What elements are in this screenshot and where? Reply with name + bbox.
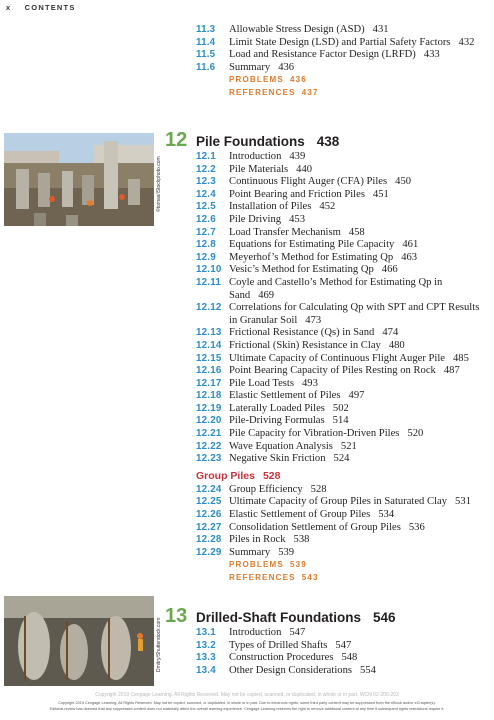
- section-page: 452: [319, 201, 336, 213]
- section-title: Group Efficiency: [229, 483, 303, 495]
- section-number: 11.3: [196, 24, 216, 35]
- section-title: Ultimate Capacity of Continuous Flight Auger Pile: [229, 352, 445, 364]
- section-number: 12.29: [196, 546, 222, 558]
- section-title: Introduction: [229, 627, 282, 638]
- section-title: Meyerhof’s Method for Estimating Qp: [229, 251, 394, 263]
- toc-entry[interactable]: [196, 547, 486, 560]
- section-page: 436: [278, 61, 295, 73]
- problems-page: 539: [289, 560, 307, 570]
- section-page: 453: [289, 213, 305, 225]
- chapter-page: 438: [316, 134, 340, 149]
- problems-page: 436: [289, 75, 307, 85]
- section-page: 534: [378, 509, 395, 521]
- section-number: 12.15: [196, 352, 222, 364]
- page-number: x: [6, 3, 12, 12]
- toc-entry[interactable]: [196, 62, 486, 75]
- chapter-number: 12: [165, 129, 188, 151]
- group-piles-heading[interactable]: [196, 468, 486, 484]
- chapter-number: 13: [165, 605, 188, 627]
- toc-entry[interactable]: [196, 227, 486, 240]
- references-link[interactable]: [229, 572, 486, 585]
- section-page: 528: [310, 483, 327, 495]
- toc-entry[interactable]: [196, 201, 486, 214]
- problems-link[interactable]: [229, 559, 486, 572]
- toc-entry[interactable]: [196, 496, 486, 509]
- photo-credit: ©tomas/iStockphoto.com: [156, 156, 162, 212]
- drilled-shaft-image: [4, 596, 154, 686]
- section-page: 432: [458, 36, 475, 48]
- section-number: 12.14: [196, 339, 222, 351]
- toc-entry[interactable]: [196, 428, 486, 441]
- chapter-heading[interactable]: [165, 605, 396, 628]
- section-page: 461: [402, 239, 419, 251]
- section-title: Pile Driving: [229, 213, 282, 225]
- group-piles-title: Group Piles: [196, 469, 255, 482]
- chapter-11-tail: [196, 24, 486, 99]
- section-title: Other Design Considerations: [229, 664, 352, 676]
- toc-entry[interactable]: [196, 378, 486, 391]
- problems-link[interactable]: [229, 74, 486, 87]
- section-page: 487: [443, 365, 460, 377]
- section-title: Load and Resistance Factor Design (LRFD): [229, 49, 416, 61]
- section-number: 12.10: [196, 264, 222, 276]
- group-piles-page: 528: [262, 469, 281, 482]
- section-title: Types of Drilled Shafts: [229, 639, 328, 651]
- section-page: 521: [340, 440, 357, 452]
- toc-entry[interactable]: [196, 340, 486, 353]
- section-page: 548: [341, 652, 358, 664]
- running-head-label: CONTENTS: [24, 3, 76, 12]
- section-title: Coyle and Castello’s Method for Estimating Qp in Sand: [229, 276, 443, 301]
- section-page: 463: [401, 251, 418, 263]
- toc-entry[interactable]: [196, 214, 486, 227]
- toc-entry[interactable]: [196, 37, 486, 50]
- section-title: Limit State Design (LSD) and Partial Safety Factors: [229, 36, 451, 48]
- section-title: Laterally Loaded Piles: [229, 402, 325, 414]
- toc-entry[interactable]: [196, 403, 486, 416]
- section-page: 539: [278, 546, 295, 558]
- references-page: 437: [301, 87, 319, 97]
- toc-entry[interactable]: [196, 484, 486, 497]
- section-title: Negative Skin Friction: [229, 453, 326, 465]
- toc-entry[interactable]: [196, 24, 486, 37]
- chapter-13-entries: [196, 627, 486, 677]
- section-title: Construction Procedures: [229, 652, 334, 664]
- section-title: Correlations for Calculating Qp with SPT and CPT Results in Granular Soil: [229, 302, 480, 326]
- construction-site-image: [4, 133, 154, 226]
- toc-entry[interactable]: [196, 353, 486, 366]
- section-page: 485: [452, 352, 469, 364]
- section-page: 473: [305, 314, 322, 326]
- toc-entry[interactable]: [196, 189, 486, 202]
- section-page: 531: [455, 496, 471, 508]
- section-page: 480: [388, 339, 405, 351]
- section-page: 450: [395, 176, 412, 188]
- section-number: 12.23: [196, 453, 222, 465]
- section-number: 12.25: [196, 496, 222, 508]
- section-page: 474: [382, 327, 399, 339]
- section-title: Point Bearing and Friction Piles: [229, 188, 365, 200]
- section-title: Pile Materials: [229, 163, 289, 175]
- section-title: Point Bearing Capacity of Piles Resting on Rock: [229, 365, 436, 377]
- section-page: 520: [407, 428, 424, 440]
- chapter-title: Pile Foundations: [196, 134, 305, 149]
- chapter-page: 546: [373, 610, 396, 625]
- section-number: 12.27: [196, 521, 222, 533]
- toc-entry[interactable]: [196, 49, 486, 62]
- section-title: Summary: [229, 61, 271, 73]
- section-title: Consolidation Settlement of Group Piles: [229, 521, 401, 533]
- references-label: REFERENCES: [229, 87, 296, 97]
- section-number: 12.24: [196, 483, 222, 495]
- section-number: 12.22: [196, 440, 222, 452]
- chapter-title: Drilled-Shaft Foundations: [196, 610, 361, 625]
- section-number: 12.28: [196, 534, 222, 546]
- copyright-notice: Copyright 2019 Cengage Learning. All Rights Reserved. May not be copied, scanned, or duplicated, in whole or in part. WCN 02-200-203: [95, 692, 399, 698]
- pile-foundations-photo: [4, 133, 154, 226]
- section-title: Equations for Estimating Pile Capacity: [229, 239, 395, 251]
- photo-credit: Dmitry/Shutterstock.com: [156, 617, 162, 672]
- section-number: 12.21: [196, 428, 222, 440]
- section-number: 12.6: [196, 213, 216, 225]
- toc-entry[interactable]: [196, 665, 486, 678]
- section-page: 458: [348, 226, 365, 238]
- section-title: Summary: [229, 546, 271, 558]
- section-title: Load Transfer Mechanism: [229, 226, 341, 238]
- references-label: REFERENCES: [229, 572, 296, 582]
- section-page: 502: [332, 402, 349, 414]
- section-number: 11.5: [196, 49, 216, 61]
- section-title: Pile-Driving Formulas: [229, 415, 325, 427]
- copyright-fineprint: Copyright 2019 Cengage Learning. All Rights Reserved. May not be copied, scanned, or duplicated, in whole or in part. Due to electronic rights, some third party content may be suppressed from the eBook and/or eChapter(s).: [58, 701, 436, 705]
- section-page: 493: [301, 377, 318, 389]
- section-page: 547: [335, 639, 352, 651]
- toc-entry[interactable]: [196, 164, 486, 177]
- section-number: 12.5: [196, 201, 216, 213]
- section-number: 12.20: [196, 415, 222, 427]
- section-page: 440: [296, 163, 313, 175]
- toc-entry[interactable]: [196, 652, 486, 665]
- section-title: Ultimate Capacity of Group Piles in Saturated Clay: [229, 496, 448, 508]
- toc-entry[interactable]: [196, 390, 486, 403]
- section-number: 11.6: [196, 61, 216, 73]
- section-title: Elastic Settlement of Piles: [229, 390, 341, 402]
- section-title: Pile Capacity for Vibration-Driven Piles: [229, 428, 400, 440]
- section-title: Frictional Resistance (Qs) in Sand: [229, 327, 375, 339]
- section-page: 466: [381, 264, 398, 276]
- section-number: 12.26: [196, 509, 222, 521]
- section-page: 439: [289, 151, 306, 162]
- chapter-heading[interactable]: [165, 129, 339, 152]
- section-page: 536: [408, 521, 425, 533]
- toc-entry[interactable]: [196, 522, 486, 535]
- section-page: 514: [332, 415, 349, 427]
- section-number: 12.12: [196, 302, 222, 314]
- section-number: 12.4: [196, 188, 216, 200]
- section-number: 12.8: [196, 239, 216, 251]
- running-head: [6, 3, 76, 12]
- toc-entry[interactable]: [196, 627, 486, 640]
- problems-label: PROBLEMS: [229, 75, 284, 85]
- section-title: Frictional (Skin) Resistance in Clay: [229, 339, 381, 351]
- chapter-12-entries: [196, 151, 486, 584]
- section-number: 12.1: [196, 151, 216, 162]
- toc-entry[interactable]: [196, 151, 486, 164]
- section-number: 12.3: [196, 176, 216, 188]
- problems-label: PROBLEMS: [229, 560, 284, 570]
- section-title: Piles in Rock: [229, 534, 286, 546]
- section-number: 13.4: [196, 664, 216, 676]
- toc-entry[interactable]: [196, 264, 486, 277]
- section-title: Installation of Piles: [229, 201, 312, 213]
- section-title: Allowable Stress Design (ASD): [229, 24, 365, 35]
- drilled-shaft-photo: [4, 596, 154, 686]
- section-number: 12.16: [196, 365, 222, 377]
- section-number: 12.11: [196, 276, 221, 288]
- toc-entry[interactable]: [196, 534, 486, 547]
- copyright-fineprint: Editorial review has deemed that any suppressed content does not materially affect the overall learning experience. Cengage Learning reserves the right to remove additional content at any time if subsequent rights restrictions require it.: [49, 707, 445, 711]
- section-number: 13.2: [196, 639, 216, 651]
- references-page: 543: [301, 572, 319, 582]
- section-number: 12.19: [196, 402, 222, 414]
- toc-entry[interactable]: [196, 302, 486, 327]
- section-page: 431: [372, 24, 389, 35]
- section-number: 12.18: [196, 390, 222, 402]
- section-number: 12.2: [196, 163, 216, 175]
- toc-entry[interactable]: [196, 415, 486, 428]
- section-title: Pile Load Tests: [229, 377, 294, 389]
- section-number: 11.4: [196, 36, 216, 48]
- section-title: Introduction: [229, 151, 282, 162]
- section-number: 13.1: [196, 627, 216, 638]
- toc-entry[interactable]: [196, 509, 486, 522]
- section-number: 12.9: [196, 251, 216, 263]
- section-title: Elastic Settlement of Group Piles: [229, 509, 371, 521]
- toc-entry[interactable]: [196, 252, 486, 265]
- toc-entry[interactable]: [196, 176, 486, 189]
- section-number: 12.13: [196, 327, 222, 339]
- section-page: 547: [289, 627, 306, 638]
- section-title: Continuous Flight Auger (CFA) Piles: [229, 176, 388, 188]
- section-number: 12.7: [196, 226, 216, 238]
- section-title: Wave Equation Analysis: [229, 440, 333, 452]
- toc-entry[interactable]: [196, 239, 486, 252]
- section-number: 12.17: [196, 377, 222, 389]
- toc-entry[interactable]: [196, 640, 486, 653]
- references-link[interactable]: [229, 87, 486, 100]
- section-page: 538: [293, 534, 310, 546]
- toc-entry[interactable]: [196, 453, 486, 466]
- section-title: Vesic’s Method for Estimating Qp: [229, 264, 374, 276]
- section-page: 451: [372, 188, 389, 200]
- section-number: 13.3: [196, 652, 216, 664]
- toc-entry[interactable]: [196, 277, 486, 302]
- section-page: 554: [360, 664, 376, 676]
- section-page: 524: [333, 453, 350, 465]
- toc-entry[interactable]: [196, 441, 486, 454]
- toc-entry[interactable]: [196, 327, 486, 340]
- section-page: 497: [348, 390, 365, 402]
- section-page: 433: [423, 49, 440, 61]
- toc-entry[interactable]: [196, 365, 486, 378]
- section-page: 469: [258, 289, 275, 301]
